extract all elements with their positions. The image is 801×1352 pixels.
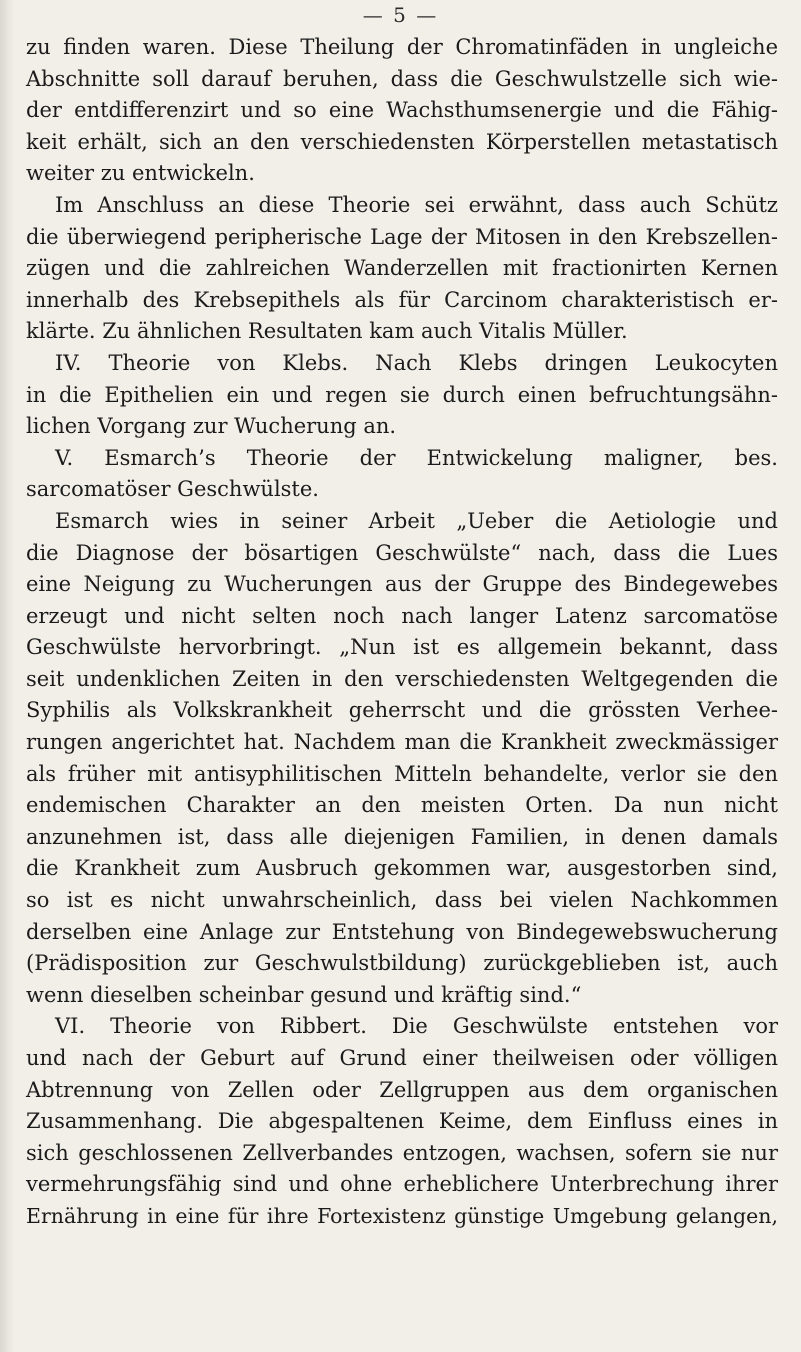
- gutter-shadow: [0, 0, 14, 1352]
- text-line: VI. Theorie von Ribbert. Die Geschwülste entstehen vor: [55, 1014, 778, 1039]
- text-line: (Prädisposition zur Geschwulstbildung) zurückgeblieben ist, auch: [26, 951, 778, 976]
- text-line: Im Anschluss an diese Theorie sei erwähnt, dass auch Schütz: [55, 192, 778, 217]
- text-line: der entdifferenzirt und so eine Wachsthumsenergie und die Fähig-: [26, 98, 778, 123]
- text-line: und nach der Geburt auf Grund einer theilweisen oder völligen: [26, 1046, 778, 1070]
- text-line: so ist es nicht unwahrscheinlich, dass bei vielen Nachkommen: [26, 888, 778, 913]
- text-line: in die Epithelien ein und regen sie durch einen befruchtungsähn-: [26, 382, 778, 407]
- page-number: — 5 —: [362, 3, 439, 27]
- text-line: Ernährung in eine für ihre Fortexistenz günstige Umgebung gelangen,: [26, 1203, 778, 1228]
- text-line: klärte. Zu ähnlichen Resultaten kam auch Vitalis Müller.: [26, 319, 628, 344]
- text-line: Syphilis als Volkskrankheit geherrscht und die grössten Verhee-: [26, 698, 778, 723]
- text-line: sich geschlossenen Zellverbandes entzogen, wachsen, sofern sie nur: [26, 1140, 778, 1165]
- text-line: anzunehmen ist, dass alle diejenigen Familien, in denen damals: [26, 824, 778, 849]
- text-line: Esmarch wies in seiner Arbeit „Ueber die Aetiologie und: [55, 508, 778, 533]
- text-line: die Diagnose der bösartigen Geschwülste“ nach, dass die Lues: [26, 540, 778, 565]
- text-line: erzeugt und nicht selten noch nach langer Latenz sarcomatöse: [26, 603, 778, 628]
- text-line: rungen angerichtet hat. Nachdem man die Krankheit zweckmässiger: [26, 730, 778, 755]
- text-line: die Krankheit zum Ausbruch gekommen war, ausgestorben sind,: [26, 856, 778, 881]
- text-line: zügen und die zahlreichen Wanderzellen mit fractionirten Kernen: [26, 256, 778, 281]
- text-line: Abschnitte soll darauf beruhen, dass die Geschwulstzelle sich wie-: [26, 66, 778, 91]
- text-line: derselben eine Anlage zur Entstehung von Bindegewebswucherung: [26, 919, 778, 944]
- text-line: Abtrennung von Zellen oder Zellgruppen aus dem organischen: [26, 1077, 778, 1102]
- text-line: sarcomatöser Geschwülste.: [26, 477, 319, 502]
- text-line: endemischen Charakter an den meisten Orten. Da nun nicht: [26, 793, 778, 818]
- text-line: keit erhält, sich an den verschiedensten Körperstellen metastatisch: [26, 129, 778, 154]
- text-line: seit undenklichen Zeiten in den verschiedensten Weltgegenden die: [26, 666, 778, 691]
- text-line: weiter zu entwickeln.: [26, 161, 255, 186]
- text-line: zu finden waren. Diese Theilung der Chromatinfäden in ungleiche: [26, 35, 778, 59]
- text-line: IV. Theorie von Klebs. Nach Klebs dringen Leukocyten: [55, 350, 778, 375]
- body-text: [26, 32, 778, 1233]
- text-line: als früher mit antisyphilitischen Mitteln behandelte, verlor sie den: [26, 761, 778, 786]
- text-line: Geschwülste hervorbringt. „Nun ist es allgemein bekannt, dass: [26, 635, 778, 660]
- text-line: die überwiegend peripherische Lage der Mitosen in den Krebszellen-: [26, 224, 778, 249]
- text-line: lichen Vorgang zur Wucherung an.: [26, 414, 397, 439]
- text-line: V. Esmarch’s Theorie der Entwickelung maligner, bes.: [55, 445, 778, 470]
- text-line: eine Neigung zu Wucherungen aus der Gruppe des Bindegewebes: [26, 572, 778, 597]
- text-line: vermehrungsfähig sind und ohne erheblichere Unterbrechung ihrer: [26, 1172, 778, 1197]
- text-line: Zusammenhang. Die abgespaltenen Keime, dem Einfluss eines in: [26, 1109, 778, 1134]
- text-line: wenn dieselben scheinbar gesund und kräftig sind.“: [26, 982, 582, 1007]
- text-line: innerhalb des Krebsepithels als für Carcinom charakteristisch er-: [26, 287, 778, 312]
